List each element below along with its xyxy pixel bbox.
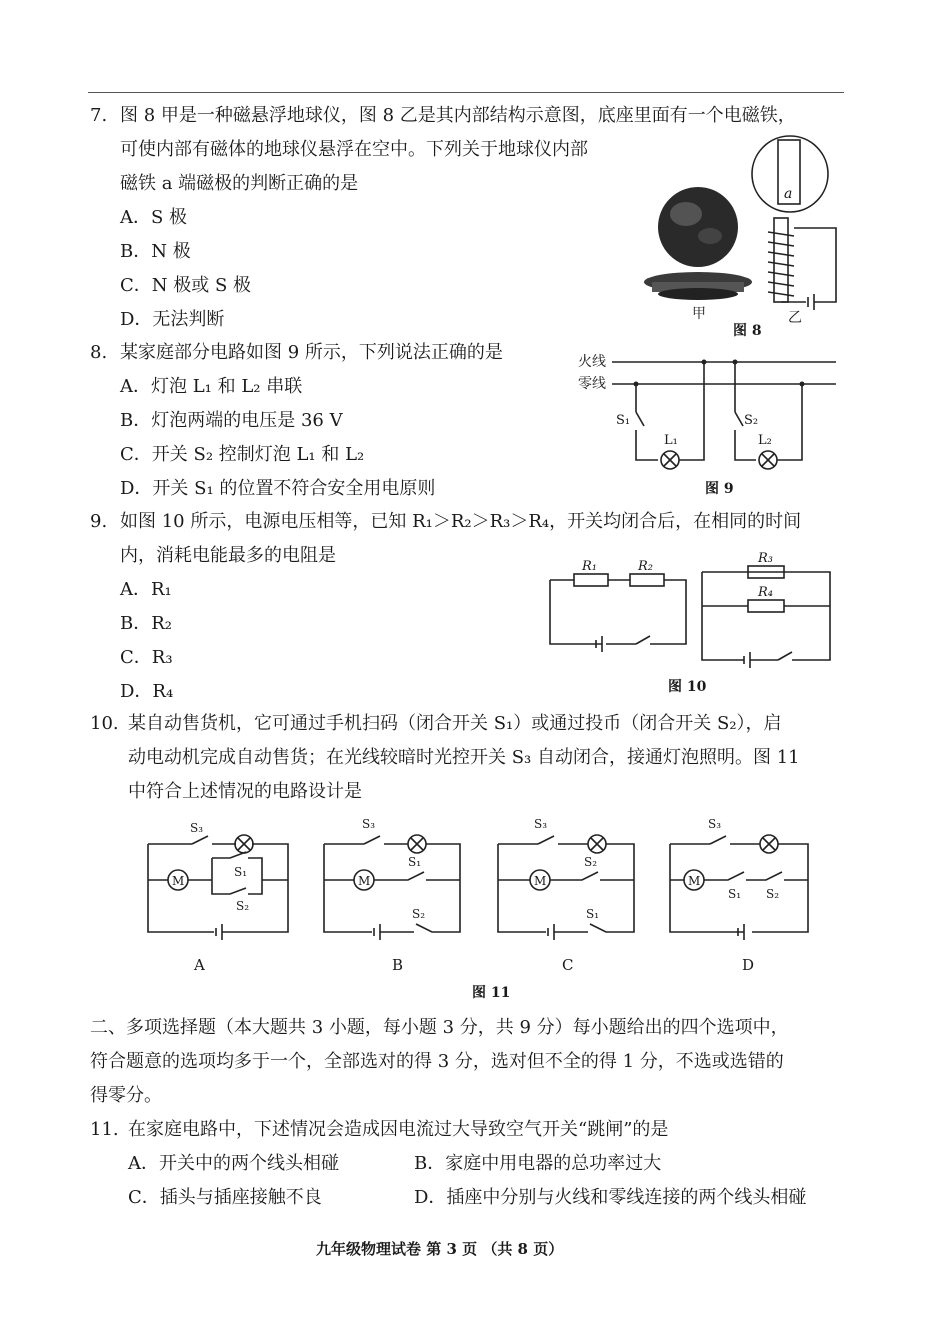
fig9-s2-label: S₂ <box>744 413 759 428</box>
q10-stem-line1: 某自动售货机，它可通过手机扫码（闭合开关 S₁）或通过投币（闭合开关 S₂），启 <box>128 713 782 734</box>
circuit-c <box>498 817 634 974</box>
circuit-b-s3-label: S₃ <box>362 817 376 831</box>
fig8-caption: 图 8 <box>733 323 762 339</box>
fig9-l1-label: L₁ <box>664 433 678 448</box>
fig10-r1-label: R₁ <box>582 559 597 574</box>
header-rule <box>88 92 844 93</box>
q11-option-c: C．插头与插座接触不良 <box>128 1187 322 1208</box>
circuit-a-motor-label: M <box>172 874 185 888</box>
figure-9 <box>578 350 840 470</box>
circuit-d <box>670 817 808 974</box>
circuit-c-s1-label: S₁ <box>586 907 600 921</box>
q7-stem-line1: 图 8 甲是一种磁悬浮地球仪，图 8 乙是其内部结构示意图，底座里面有一个电磁铁， <box>120 105 796 126</box>
fig10-r4-label: R₄ <box>758 585 773 600</box>
circuit-c-s3-label: S₃ <box>534 817 548 831</box>
resistor-r2 <box>630 574 664 586</box>
fig10-caption: 图 10 <box>668 679 707 695</box>
q11-number: 11. <box>90 1119 119 1140</box>
q9-stem-line2: 内，消耗电能最多的电阻是 <box>120 545 336 566</box>
q11-option-b: B．家庭中用电器的总功率过大 <box>414 1153 662 1174</box>
circuit-d-s1-label: S₁ <box>728 887 742 901</box>
fig9-caption: 图 9 <box>705 481 734 497</box>
q10-stem-line2: 动电动机完成自动售货；在光线较暗时光控开关 S₃ 自动闭合，接通灯泡照明。图 11 <box>128 747 800 768</box>
fig8-label-yi: 乙 <box>788 310 802 326</box>
circuit-d-s2-label: S₂ <box>766 887 780 901</box>
q7-stem-line2: 可使内部有磁体的地球仪悬浮在空中。下列关于地球仪内部 <box>120 139 588 160</box>
q9-stem-line1: 如图 10 所示，电源电压相等，已知 R₁＞R₂＞R₃＞R₄，开关均闭合后，在相同的时间 <box>120 511 802 532</box>
circuit-b-s2-label: S₂ <box>412 907 426 921</box>
q7-number: 7. <box>90 105 108 126</box>
q8-option-a: A．灯泡 L₁ 和 L₂ 串联 <box>120 376 303 397</box>
circuit-b <box>324 817 460 974</box>
q7-option-a: A．S 极 <box>120 207 188 228</box>
figure-10 <box>546 551 836 664</box>
resistor-r1 <box>574 574 608 586</box>
page-footer: 九年级物理试卷 第 3 页 （共 8 页） <box>316 1240 564 1258</box>
q9-number: 9. <box>90 511 108 532</box>
circuit-b-motor-label: M <box>358 874 371 888</box>
circuit-a-choice: A <box>194 956 205 974</box>
circuit-c-s2-label: S₂ <box>584 855 598 869</box>
q7-option-d: D．无法判断 <box>120 309 225 330</box>
q8-option-d: D．开关 S₁ 的位置不符合安全用电原则 <box>120 478 436 499</box>
section2-line2: 符合题意的选项均多于一个，全部选对的得 3 分，选对但不全的得 1 分，不选或选错的 <box>90 1051 784 1072</box>
q9-option-b: B．R₂ <box>120 613 172 634</box>
circuit-a <box>148 821 288 974</box>
q8-stem: 某家庭部分电路如图 9 所示，下列说法正确的是 <box>120 342 503 363</box>
fig9-l2-label: L₂ <box>758 433 772 448</box>
section2-line3: 得零分。 <box>90 1085 162 1106</box>
q9-option-a: A．R₁ <box>120 579 172 600</box>
q11-option-d: D．插座中分别与火线和零线连接的两个线头相碰 <box>414 1187 807 1208</box>
fig8-label-jia: 甲 <box>692 306 706 322</box>
q8-option-c: C．开关 S₂ 控制灯泡 L₁ 和 L₂ <box>120 444 365 465</box>
figure-8 <box>636 132 846 342</box>
q8-number: 8. <box>90 342 108 363</box>
circuit-d-motor-label: M <box>688 874 701 888</box>
circuit-b-s1-label: S₁ <box>408 855 422 869</box>
q7-stem-line3: 磁铁 a 端磁极的判断正确的是 <box>120 173 359 194</box>
figure-11 <box>140 814 820 974</box>
circuit-a-s3-label: S₃ <box>190 821 204 835</box>
circuit-b-choice: B <box>392 956 404 974</box>
q11-stem: 在家庭电路中，下述情况会造成因电流过大导致空气开关“跳闸”的是 <box>128 1119 669 1140</box>
q11-option-a: A．开关中的两个线头相碰 <box>128 1153 339 1174</box>
circuit-a-s2-label: S₂ <box>236 899 250 913</box>
q8-option-b: B．灯泡两端的电压是 36 V <box>120 410 343 431</box>
q7-option-c: C．N 极或 S 极 <box>120 275 252 296</box>
q9-option-c: C．R₃ <box>120 647 173 668</box>
q9-option-d: D．R₄ <box>120 681 174 702</box>
section2-line1: 二、多项选择题（本大题共 3 小题，每小题 3 分，共 9 分）每小题给出的四个选项中， <box>90 1017 789 1038</box>
fig10-r3-label: R₃ <box>758 551 773 566</box>
fig11-caption: 图 11 <box>472 985 511 1001</box>
circuit-d-s3-label: S₃ <box>708 817 722 831</box>
fire-wire-label: 火线 <box>578 354 606 370</box>
circuit-a-s1-label: S₁ <box>234 865 248 879</box>
circuit-c-motor-label: M <box>534 874 547 888</box>
circuit-c-choice: C <box>562 956 574 974</box>
q7-option-b: B．N 极 <box>120 241 191 262</box>
fig9-s1-label: S₁ <box>616 413 631 428</box>
neutral-wire-label: 零线 <box>578 376 606 392</box>
electromagnet-core <box>774 218 788 302</box>
circuit-d-choice: D <box>742 956 755 974</box>
globe-image <box>658 187 738 267</box>
resistor-r4 <box>748 600 784 612</box>
q10-stem-line3: 中符合上述情况的电路设计是 <box>128 781 362 802</box>
q10-number: 10. <box>90 713 119 734</box>
fig10-r2-label: R₂ <box>638 559 653 574</box>
magnet-end-a-label: a <box>784 186 793 202</box>
